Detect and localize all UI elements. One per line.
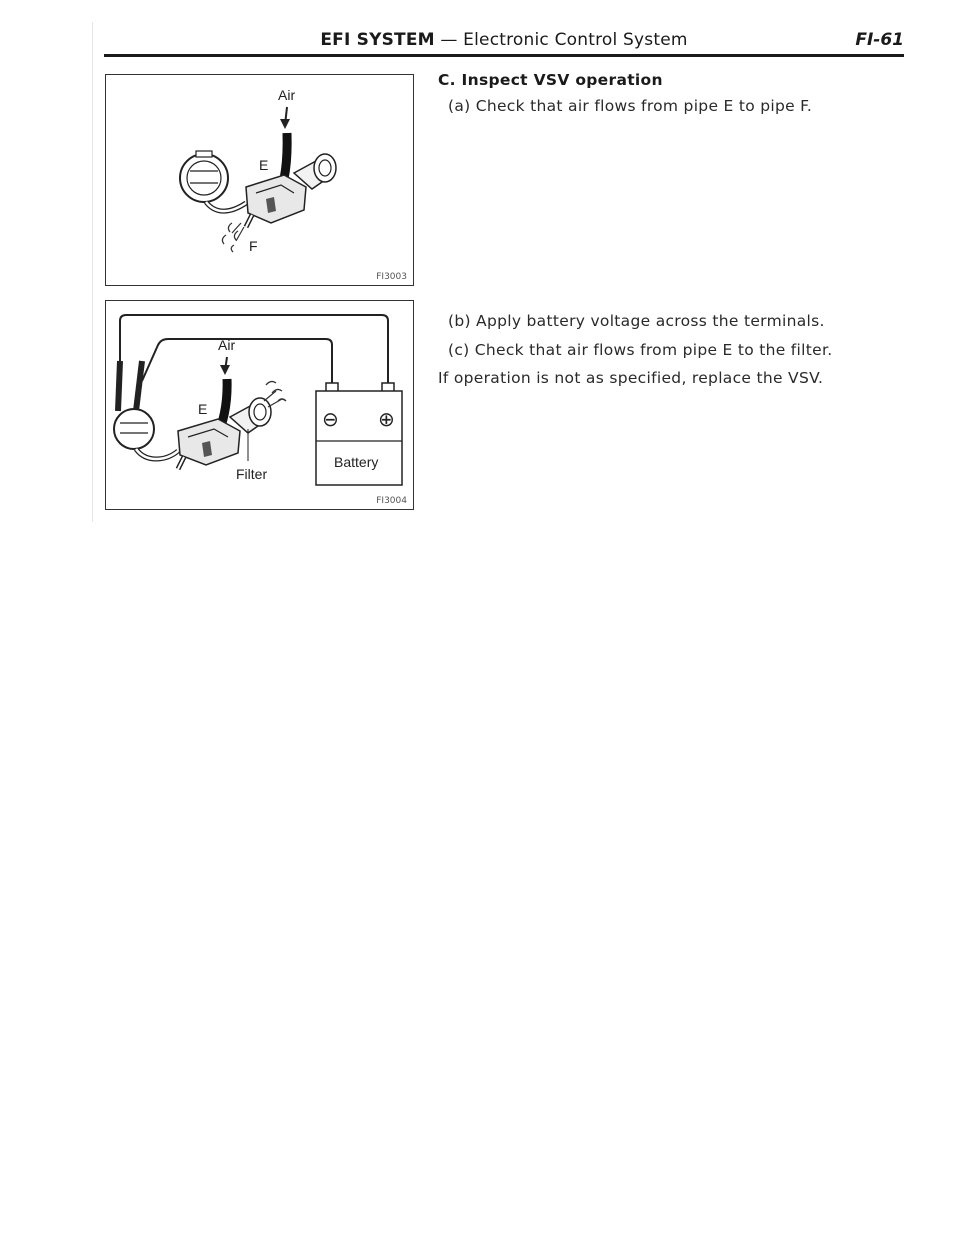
step-c: (c) Check that air flows from pipe E to the filter.: [448, 341, 833, 359]
pipe-e-label: E: [259, 157, 269, 173]
step-b: (b) Apply battery voltage across the terminals.: [448, 312, 825, 330]
filter-label: Filter: [236, 466, 268, 482]
pipe-e-label: E: [198, 401, 208, 417]
battery-minus-symbol: ⊖: [322, 407, 339, 431]
air-label: Air: [218, 337, 236, 353]
margin-rule: [92, 22, 93, 522]
figure-vsv-battery: [105, 300, 414, 510]
header-system: EFI SYSTEM: [320, 30, 435, 50]
vsv-illustration-1: [106, 75, 413, 285]
figure-code: FI3004: [376, 496, 407, 506]
page-header: [104, 30, 904, 54]
figure-code: FI3003: [376, 272, 407, 282]
air-label: Air: [278, 87, 296, 103]
pipe-f-label: F: [249, 238, 258, 254]
battery-label: Battery: [334, 454, 379, 470]
figure-vsv-e-to-f: [105, 74, 414, 286]
header-subtitle: — Electronic Control System: [440, 30, 688, 50]
page-number: FI-61: [855, 30, 904, 50]
vsv-illustration-2: [106, 301, 413, 509]
step-a: (a) Check that air flows from pipe E to pipe F.: [448, 97, 813, 115]
battery-plus-symbol: ⊕: [378, 407, 395, 431]
replacement-note: If operation is not as specified, replace the VSV.: [438, 369, 824, 387]
header-rule: [104, 54, 904, 57]
section-heading: C. Inspect VSV operation: [438, 71, 663, 89]
header-title: [104, 30, 904, 50]
battery-box: [316, 391, 402, 485]
